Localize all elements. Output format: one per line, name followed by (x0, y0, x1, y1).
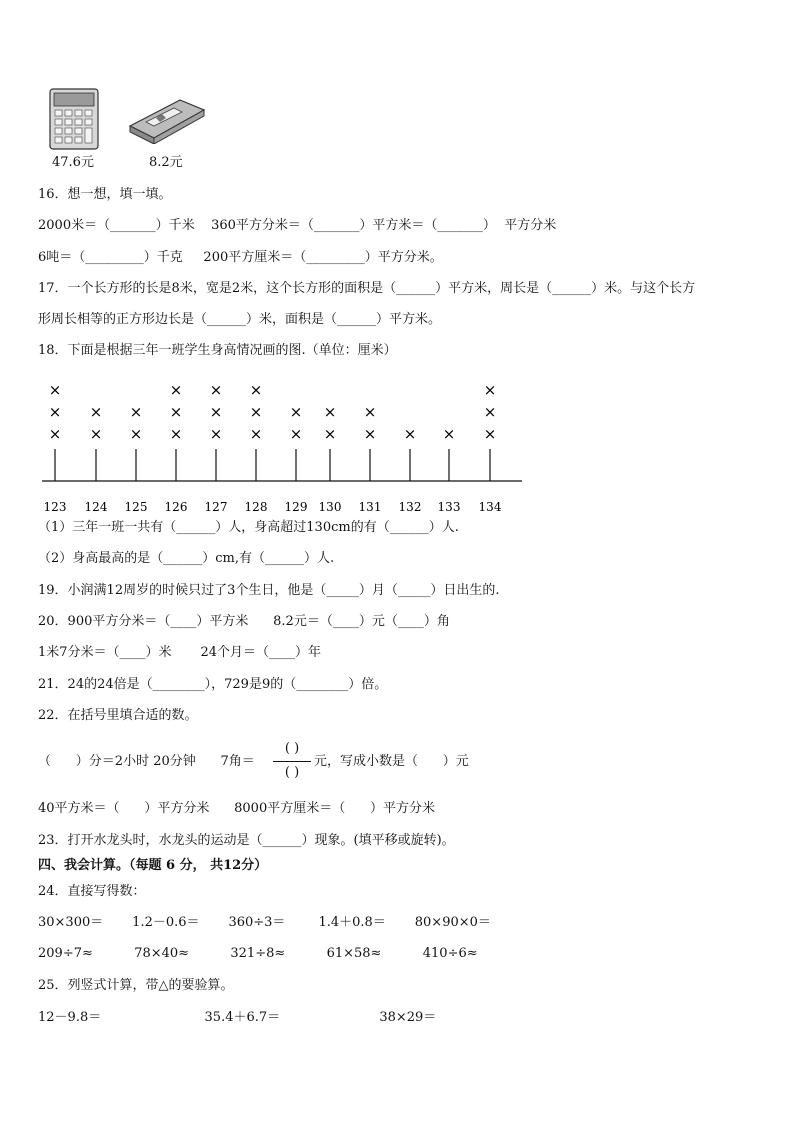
cross-mark: × (289, 425, 303, 443)
q18-title: 18．下面是根据三年一班学生身高情况画的图.（单位：厘米） (38, 343, 397, 358)
cross-mark: × (442, 425, 456, 443)
q20-line2: 1米7分米＝（____）米 24个月＝（____）年 (38, 645, 322, 660)
tick-label: 129 (284, 500, 308, 514)
cross-mark: × (483, 381, 497, 399)
q16-title: 16．想一想，填一填。 (38, 187, 172, 202)
q22-row2: 40平方米＝（ ）平方分米 8000平方厘米＝（ ）平方分米 (38, 801, 436, 816)
tick-label: 126 (164, 500, 188, 514)
cross-mark: × (48, 381, 62, 399)
height-dot-plot (36, 378, 536, 518)
cross-mark: × (209, 425, 223, 443)
tick-label: 124 (84, 500, 108, 514)
q17-line2: 形周长相等的正方形边长是（______）米，面积是（______）平方米。 (38, 312, 442, 327)
q22-row1-left: （ ）分＝2小时 20分钟 7角＝ (38, 754, 255, 769)
cross-mark: × (169, 381, 183, 399)
cross-mark: × (323, 403, 337, 421)
q18-sub1: （1）三年一班一共有（______）人，身高超过130cm的有（______）人. (38, 520, 459, 535)
tick-label: 131 (358, 500, 382, 514)
cross-mark: × (89, 403, 103, 421)
fraction-numerator: ( ) (284, 741, 300, 756)
tick-label: 134 (478, 500, 502, 514)
q22-title: 22．在括号里填合适的数。 (38, 708, 198, 723)
pencil-case-price: 8.2元 (149, 155, 183, 170)
cross-mark: × (289, 403, 303, 421)
q25-row1: 12－9.8＝ 35.4＋6.7＝ 38×29＝ (38, 1010, 437, 1025)
cross-mark: × (249, 381, 263, 399)
cross-mark: × (129, 425, 143, 443)
tick-label: 123 (43, 500, 67, 514)
q17-line1: 17．一个长方形的长是8米，宽是2米，这个长方形的面积是（______）平方米，周长是（______）米。与这个长方 (38, 281, 696, 296)
q24-row2: 209÷7≈ 78×40≈ 321÷8≈ 61×58≈ 410÷6≈ (38, 946, 478, 961)
tick-label: 132 (398, 500, 422, 514)
cross-mark: × (89, 425, 103, 443)
q21: 21．24的24倍是（________），729是9的（________）倍。 (38, 677, 388, 692)
q22-fraction (271, 740, 313, 784)
section-4-heading: 四、我会计算。（每题 6 分， 共12分） (38, 858, 268, 873)
cross-mark: × (403, 425, 417, 443)
q16-line1: 2000米＝（_______）千米 360平方分米＝（_______）平方米＝（_______） 平方分米 (38, 218, 557, 233)
cross-mark: × (209, 403, 223, 421)
cross-mark: × (249, 403, 263, 421)
cross-mark: × (483, 425, 497, 443)
cross-mark: × (209, 381, 223, 399)
calculator-price: 47.6元 (52, 155, 94, 170)
cross-mark: × (363, 425, 377, 443)
q18-sub2: （2）身高最高的是（______）cm,有（______）人. (38, 551, 335, 566)
q24-title: 24．直接写得数： (38, 884, 146, 899)
q19: 19．小润满12周岁的时候只过了3个生日，他是（_____）月（_____）日出生的. (38, 583, 500, 598)
tick-label: 130 (318, 500, 342, 514)
cross-mark: × (169, 403, 183, 421)
fraction-bar (273, 761, 311, 762)
cross-mark: × (48, 425, 62, 443)
cross-mark: × (323, 425, 337, 443)
pencil-case-icon (126, 96, 206, 144)
q20-line1: 20．900平方分米＝（____）平方米 8.2元＝（____）元（____）角 (38, 614, 450, 629)
q16-line2: 6吨＝（_________）千克 200平方厘米＝（_________）平方分米。 (38, 250, 443, 265)
q23: 23．打开水龙头时，水龙头的运动是（______）现象。(填平移或旋转)。 (38, 833, 455, 848)
tick-label: 125 (124, 500, 148, 514)
cross-mark: × (48, 403, 62, 421)
cross-mark: × (129, 403, 143, 421)
calculator-icon (49, 88, 99, 150)
cross-mark: × (483, 403, 497, 421)
cross-mark: × (249, 425, 263, 443)
q24-row1: 30×300＝ 1.2－0.6＝ 360÷3＝ 1.4＋0.8＝ 80×90×0＝ (38, 915, 491, 930)
tick-label: 127 (204, 500, 228, 514)
tick-label: 128 (244, 500, 268, 514)
q22-row1-right: 元，写成小数是（ ）元 (314, 754, 469, 769)
tick-label: 133 (437, 500, 461, 514)
fraction-denominator: ( ) (284, 765, 300, 780)
cross-mark: × (169, 425, 183, 443)
cross-mark: × (363, 403, 377, 421)
q25-title: 25．列竖式计算，带△的要验算。 (38, 978, 234, 993)
